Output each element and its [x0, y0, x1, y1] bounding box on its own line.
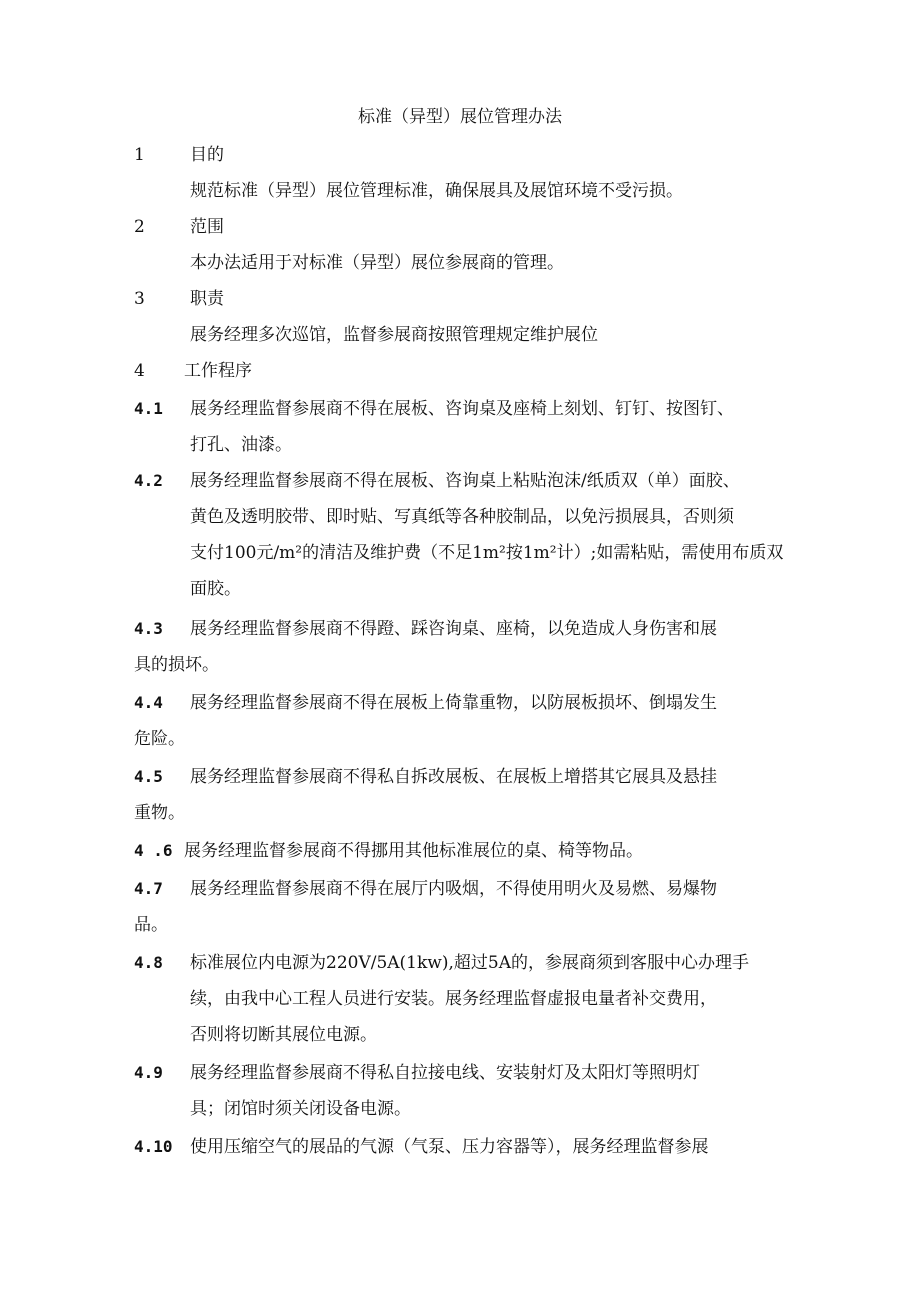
section-body: 本办法适用于对标准（异型）展位参展商的管理。 — [190, 253, 564, 273]
item-line: 打孔、油漆。 — [190, 435, 292, 455]
section-heading: 职责 — [190, 289, 224, 309]
section-number: 3 — [134, 289, 145, 309]
item-number: 4.5 — [134, 767, 163, 786]
item-line: 品。 — [134, 915, 168, 935]
item-line: 续，由我中心工程人员进行安装。展务经理监督虚报电量者补交费用， — [190, 989, 717, 1009]
item-line: 展务经理监督参展商不得挪用其他标准展位的桌、椅等物品。 — [184, 841, 643, 861]
item-number: 4.4 — [134, 693, 163, 712]
item-number: 4.1 — [134, 399, 163, 418]
item-number: 4.3 — [134, 619, 163, 638]
item-line: 展务经理监督参展商不得在展板上倚靠重物，以防展板损坏、倒塌发生 — [190, 693, 717, 713]
item-line: 支付100元/m²的清洁及维护费（不足1m²按1m²计）;如需粘贴，需使用布质双 — [190, 543, 784, 563]
item-number: 4.2 — [134, 471, 163, 490]
item-number: 4.7 — [134, 879, 163, 898]
item-line: 展务经理监督参展商不得在展板、咨询桌上粘贴泡沫/纸质双（单）面胶、 — [190, 471, 740, 491]
item-line: 黄色及透明胶带、即时贴、写真纸等各种胶制品，以免污损展具，否则须 — [190, 507, 734, 527]
section-number: 4 — [134, 361, 145, 381]
item-line: 具的损坏。 — [134, 655, 219, 675]
item-number: 4 .6 — [134, 841, 173, 860]
section-number: 2 — [134, 217, 145, 237]
section-body: 展务经理多次巡馆，监督参展商按照管理规定维护展位 — [190, 325, 598, 345]
item-line: 标准展位内电源为220V/5A(1kw),超过5A的，参展商须到客服中心办理手 — [190, 953, 749, 973]
section-body: 规范标准（异型）展位管理标准，确保展具及展馆环境不受污损。 — [190, 181, 683, 201]
item-number: 4.8 — [134, 953, 163, 972]
item-line: 展务经理监督参展商不得私自拉接电线、安装射灯及太阳灯等照明灯 — [190, 1063, 700, 1083]
item-line: 否则将切断其展位电源。 — [190, 1025, 377, 1045]
item-line: 使用压缩空气的展品的气源（气泵、压力容器等），展务经理监督参展 — [190, 1137, 709, 1157]
item-line: 展务经理监督参展商不得蹬、踩咨询桌、座椅，以免造成人身伤害和展 — [190, 619, 717, 639]
document-title: 标准（异型）展位管理办法 — [358, 107, 562, 127]
item-number: 4.10 — [134, 1137, 173, 1156]
item-line: 具；闭馆时须关闭设备电源。 — [190, 1099, 411, 1119]
item-line: 面胶。 — [190, 579, 241, 599]
item-line: 危险。 — [134, 729, 185, 749]
section-number: 1 — [134, 145, 145, 165]
section-heading: 目的 — [190, 145, 224, 165]
item-line: 展务经理监督参展商不得在展厅内吸烟，不得使用明火及易燃、易爆物 — [190, 879, 717, 899]
item-line: 展务经理监督参展商不得私自拆改展板、在展板上增搭其它展具及悬挂 — [190, 767, 717, 787]
section-heading: 工作程序 — [184, 361, 252, 381]
item-line: 展务经理监督参展商不得在展板、咨询桌及座椅上刻划、钉钉、按图钉、 — [190, 399, 734, 419]
section-heading: 范围 — [190, 217, 224, 237]
item-number: 4.9 — [134, 1063, 163, 1082]
item-line: 重物。 — [134, 803, 185, 823]
